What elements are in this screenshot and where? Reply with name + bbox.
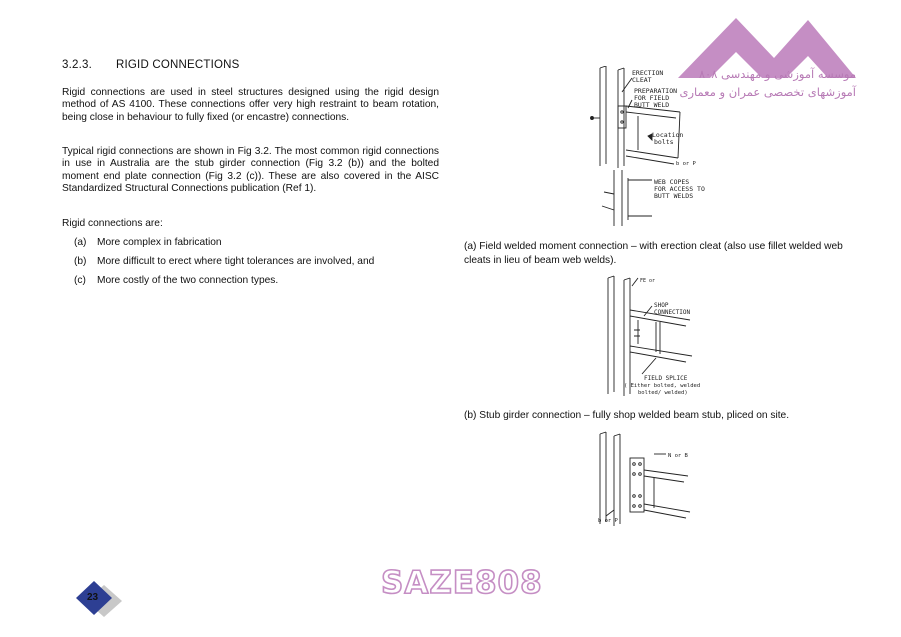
- page-number: 23: [87, 592, 99, 603]
- label-location-1: Location: [652, 131, 684, 139]
- label-preparation-2: FOR FIELD: [634, 94, 670, 102]
- label-fe-or: FE or: [640, 278, 656, 284]
- label-web-copes-1: WEB COPES: [654, 178, 690, 186]
- label-web-copes-2: FOR ACCESS TO: [654, 185, 705, 193]
- label-preparation-3: BUTT WELD: [634, 101, 670, 109]
- figure-a-caption: (a) Field welded moment connection – with erection cleat (also use fillet welded web cleats in lieu of beam web welds).: [464, 241, 843, 266]
- section-heading: [62, 59, 240, 71]
- paragraph-list-intro: Rigid connections are:: [62, 218, 163, 229]
- section-title: RIGID CONNECTIONS: [116, 59, 240, 71]
- list-marker: (b): [74, 256, 87, 267]
- page-number-badge: [74, 579, 124, 619]
- logo-line-1: موسسه آموزشی و مهندسی ۸۰۸: [698, 67, 856, 81]
- rigid-connection-list: [74, 236, 374, 293]
- label-field-splice-1: FIELD SPLICE: [644, 375, 688, 382]
- logo-line-2: آموزشهای تخصصی عمران و معماری: [679, 85, 856, 99]
- label-location-2: bolts: [654, 138, 674, 146]
- list-text: More complex in fabrication: [97, 237, 222, 248]
- label-erection-cleat-1: ERECTION: [632, 69, 664, 77]
- list-item: [74, 255, 374, 274]
- figure-b-caption: (b) Stub girder connection – fully shop welded beam stub, pliced on site.: [464, 410, 790, 421]
- watermark-text: SAZE808: [381, 565, 543, 601]
- diamond-icon: [74, 579, 124, 619]
- list-marker: (a): [74, 237, 87, 248]
- label-shop-2: CONNECTION: [654, 309, 691, 316]
- list-marker: (c): [74, 275, 86, 286]
- label-b-or-p-c: b or P: [598, 518, 618, 524]
- label-web-copes-3: BUTT WELDS: [654, 192, 694, 200]
- figure-a-field-welded-connection: [588, 66, 718, 232]
- label-b-or-p-a: b or P: [676, 161, 696, 167]
- figure-b-stub-girder-connection: [594, 270, 704, 400]
- label-n-or-b: N or B: [668, 453, 688, 459]
- figure-c-bolted-end-plate-connection: [592, 430, 702, 530]
- paragraph-intro: Rigid connections are used in steel structures designed using the rigid design method of AS 4100. These connections offer very high restraint to beam rotation, being close in behaviour to fully fixed (or encastre) connections.: [62, 87, 439, 123]
- list-text: More difficult to erect where tight tolerances are involved, and: [97, 256, 375, 267]
- list-item: [74, 274, 374, 293]
- paragraph-typical: Typical rigid connections are shown in Fig 3.2. The most common rigid connections in use in Australia are the stub girder connection (Fig 3.2 (b)) and the bolted moment end plate connection (Fig 3.2 (c)). These are also covered in the AISC Standardized Structural Connections publication (Ref 1).: [62, 146, 439, 194]
- label-field-splice-3: bolted/ welded): [638, 390, 688, 396]
- label-field-splice-2: ( Either bolted, welded: [624, 383, 701, 389]
- section-number: 3.2.3.: [62, 59, 92, 71]
- label-preparation-1: PREPARATION: [634, 87, 678, 95]
- list-item: [74, 236, 374, 255]
- list-text: More costly of the two connection types.: [97, 275, 279, 286]
- label-erection-cleat-2: CLEAT: [632, 76, 652, 84]
- label-shop-1: SHOP: [654, 302, 669, 309]
